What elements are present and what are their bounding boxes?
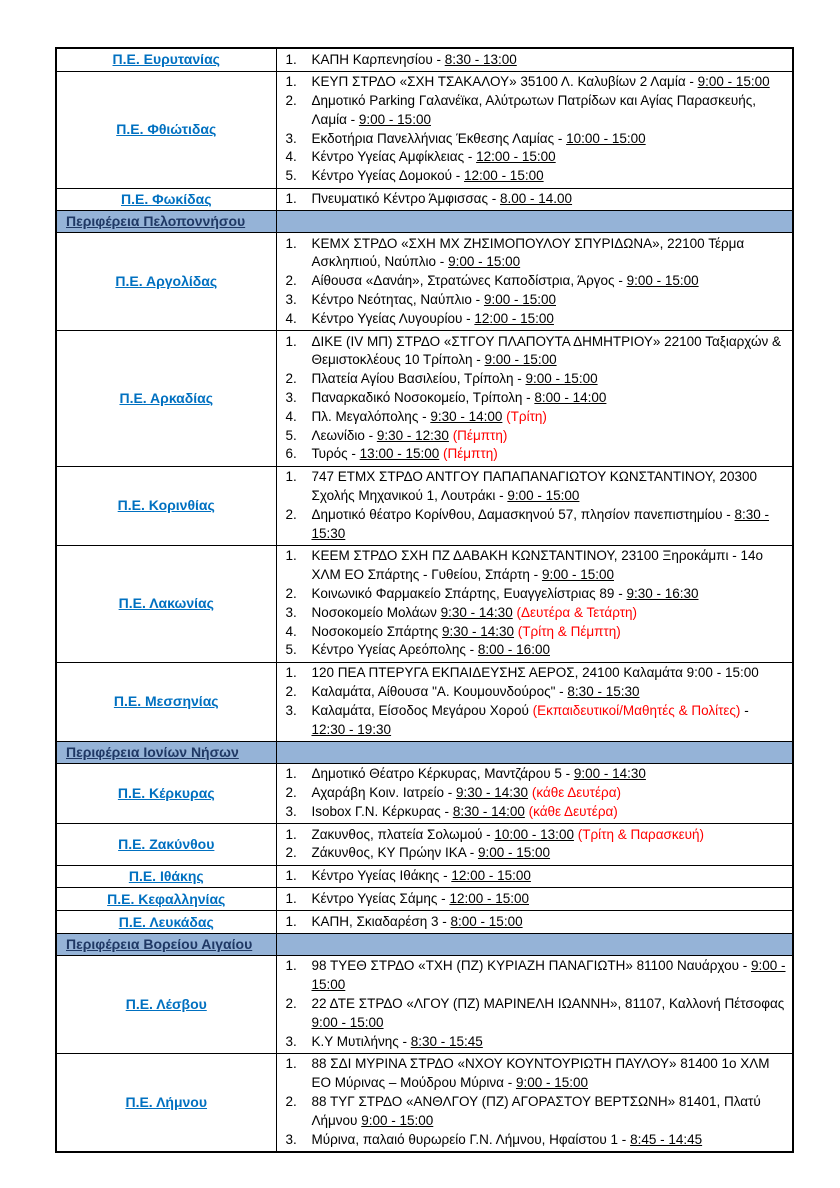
item-text [312,468,787,506]
location-text: Δημοτικό θέατρο Κορίνθου, Δαμασκηνού 57, πλησίον πανεπιστημίου - [311,506,735,522]
location-item [277,190,787,209]
item-text [312,51,787,70]
locations-cell [276,545,793,662]
region-name-link: Π.Ε. Λέσβου [125,995,207,1012]
item-number: 4. [285,408,297,424]
location-item [277,291,787,310]
region-name-link: Π.Ε. Κέρκυρας [117,784,215,801]
item-number: 3. [285,803,297,819]
item-number: 2. [285,845,297,861]
time-value: 9:00 - 15:00 [448,254,521,270]
item-text [312,1055,787,1093]
item-text [312,389,787,408]
item-number: 1. [285,890,297,906]
item-number: 1. [285,333,297,349]
region-name-cell [56,824,276,866]
location-item [277,445,787,464]
time-value: 9:00 - 14:30 [573,766,646,782]
item-text [312,623,787,642]
day-note: (Πέμπτη) [443,446,498,462]
time-value: 12:30 - 19:30 [311,721,392,737]
section-header-spacer [276,934,793,956]
region-row [56,466,793,545]
location-text: Μύρινα, παλαιό θυρωρείο Γ.Ν. Λήμνου, Ηφαίστου 1 - [311,1131,631,1147]
region-name-cell [56,1053,276,1151]
item-text [312,427,787,446]
time-value: 9:00 - 15:00 [515,1075,589,1091]
item-number: 1. [285,74,297,90]
location-text: Καλαμάτα, Είσοδος Μεγάρου Χορού [311,702,533,718]
location-text: Νοσοκομείο Μολάων [311,604,441,620]
locations-cell [276,911,793,934]
region-name-cell [56,188,276,211]
item-text [312,844,787,863]
locations-cell [276,824,793,866]
item-number: 1. [285,766,297,782]
locations-cell [276,188,793,211]
location-text: Λεωνίδιο - [311,427,377,443]
location-item [277,333,787,371]
location-item [277,468,787,506]
location-text: - [740,702,749,718]
region-name-cell [56,865,276,888]
item-number: 1. [285,1056,297,1072]
time-value: 9:00 - 15:00 [483,292,556,308]
location-item [277,51,787,70]
item-text [312,890,787,909]
item-number: 5. [285,642,297,658]
item-text [312,408,787,427]
location-text: Πλατεία Αγίου Βασιλείου, Τρίπολη - [311,371,526,387]
region-name-cell [56,545,276,662]
location-item [277,1055,787,1093]
region-row [56,911,793,934]
region-name-link: Π.Ε. Ζακύνθου [118,835,215,852]
time-value: 8:30 - 14:00 [452,803,525,819]
day-note: (Τρίτη & Παρασκευή) [577,826,705,842]
location-text: 98 ΤΥΕΘ ΣΤΡΔΟ «ΤΧΗ (ΠΖ) ΚΥΡΙΑΖΗ ΠΑΝΑΓΙΩΤΗ» 81100 Ναυάρχου - [311,958,751,974]
location-item [277,547,787,585]
location-text: Εκδοτήρια Πανελλήνιας Έκθεσης Λαμίας - [311,130,567,146]
location-text: ΚΕΕΜ ΣΤΡΔΟ ΣΧΗ ΠΖ ΔΑΒΑΚΗ ΚΩΝΣΤΑΝΤΙΝΟΥ, 23100 Ξηροκάμπι - 14ο ΧΛΜ ΕΟ Σπάρτης - Γυθείου, Σπάρτη - [311,548,764,583]
locations-cell [276,888,793,911]
time-value: 9:00 - 15:00 [361,1112,434,1128]
region-row [56,331,793,467]
locations-cell [276,763,793,823]
item-number: 3. [285,604,297,620]
location-item [277,913,787,932]
location-text: Πνευματικό Κέντρο Άμφισσας - [311,191,500,207]
time-value: 8:30 - 15:45 [410,1033,483,1049]
time-value: 12:00 - 15:00 [474,310,554,326]
region-row [56,545,793,662]
location-item [277,957,787,995]
location-text: Αχαράβη Κοιν. Ιατρείο - [311,784,456,800]
location-item [277,92,787,130]
region-name-link: Π.Ε. Μεσσηνίας [113,693,219,710]
time-value: 8:00 - 14:00 [534,390,607,406]
time-value: 8.00 - 14.00 [499,191,573,207]
region-name-cell [56,955,276,1053]
day-note: (Εκπαιδευτικοί/Μαθητές & Πολίτες) [532,702,741,718]
time-value: 9:30 - 16:30 [626,586,699,602]
region-name-cell [56,662,276,741]
region-row [56,763,793,823]
item-text [312,547,787,585]
section-header-spacer [276,741,793,763]
item-text [312,867,787,886]
item-text [312,73,787,92]
item-text [312,148,787,167]
day-note: (Δευτέρα & Τετάρτη) [516,604,638,620]
item-text [312,664,787,683]
location-text: Πλ. Μεγαλόπολης - [311,408,431,424]
locations-cell [276,865,793,888]
item-text [312,506,787,544]
item-number: 2. [285,93,297,109]
location-text: 88 ΤΥΓ ΣΤΡΔΟ «ΑΝΘΛΓΟΥ (ΠΖ) ΑΓΟΡΑΣΤΟΥ ΒΕΡΤΣΩΝΗ» 81401, Πλατύ Λήμνου [311,1093,761,1128]
item-text [312,641,787,660]
locations-cell [276,466,793,545]
item-text [312,995,787,1033]
location-text: 22 ΔΤΕ ΣΤΡΔΟ «ΛΓΟΥ (ΠΖ) ΜΑΡΙΝΕΛΗ ΙΩΑΝΝΗ», 81107, Καλλονή Πέτσοφας [311,995,785,1011]
region-name-cell [56,48,276,71]
location-text: Παναρκαδικό Νοσοκομείο, Τρίπολη - [311,390,535,406]
item-number: 2. [285,1093,297,1109]
item-number: 4. [285,310,297,326]
location-text: Κοινωνικό Φαρμακείο Σπάρτης, Ευαγγελίστριας 89 - [311,586,627,602]
location-item [277,995,787,1033]
time-value: 9:00 - 15:00 [626,273,699,289]
region-row [56,955,793,1053]
location-item [277,389,787,408]
location-item [277,765,787,784]
region-name-link: Π.Ε. Ιθάκης [128,868,204,885]
region-name-link: Π.Ε. Λακωνίας [118,595,214,612]
location-text: Κέντρο Υγείας Δομοκού - [311,168,465,184]
location-text: Κέντρο Υγείας Ιθάκης - [311,868,452,884]
region-row [56,888,793,911]
region-row [56,71,793,188]
location-item [277,272,787,291]
location-text: Ζακυνθος, πλατεία Σολωμού - [311,826,495,842]
time-value: 9:00 - 15:00 [358,111,431,127]
time-value: 12:00 - 15:00 [451,868,531,884]
location-text: ΚΑΠΗ, Σκιαδαρέση 3 - [311,913,451,929]
region-name-link: Π.Ε. Κορινθίας [117,497,215,514]
time-value: 9:00 - 15:00 [697,74,770,90]
item-number: 2. [285,273,297,289]
item-text [312,913,787,932]
location-text: Κέντρο Υγείας Αρεόπολης - [311,642,478,658]
item-text [312,235,787,273]
location-text: ΔΙΚΕ (ΙV ΜΠ) ΣΤΡΔΟ «ΣΤΓΟΥ ΠΛΑΠΟΥΤΑ ΔΗΜΗΤΡΙΟΥ» 22100 Ταξιαρχών & Θεμιστοκλέους 10 Τρίπολη - [311,333,782,368]
item-text [312,826,787,845]
locations-cell [276,955,793,1053]
location-text: Κέντρο Υγείας Λυγουρίου - [311,310,475,326]
location-item [277,235,787,273]
time-value: 9:00 - 15:00 [311,1014,384,1030]
location-item [277,803,787,822]
location-item [277,370,787,389]
location-item [277,826,787,845]
region-name-link: Π.Ε. Λήμνου [125,1093,208,1110]
location-text: Δημοτικό Θέατρο Κέρκυρας, Μαντζάρου 5 - [311,766,574,782]
day-note: (κάθε Δευτέρα) [528,803,618,819]
item-number: 1. [285,665,297,681]
location-item [277,310,787,329]
item-text [312,370,787,389]
item-text [312,702,787,740]
location-item [277,167,787,186]
item-number: 3. [285,292,297,308]
item-text [312,1131,787,1150]
region-name-cell [56,233,276,331]
time-value: 13:00 - 15:00 [359,446,440,462]
time-value: 9:30 - 14:30 [440,604,513,620]
day-note: (κάθε Δευτέρα) [531,784,621,800]
region-row [56,865,793,888]
item-number: 5. [285,168,297,184]
region-name-link: Π.Ε. Ευρυτανίας [112,51,220,68]
region-name-cell [56,763,276,823]
locations-cell [276,662,793,741]
time-value: 9:30 - 14:30 [441,623,515,639]
item-text [312,167,787,186]
location-text: ΚΕΜΧ ΣΤΡΔΟ «ΣΧΗ ΜΧ ΖΗΣΙΜΟΠΟΥΛΟΥ ΣΠΥΡΙΔΩΝΑ», 22100 Τέρμα Ασκληπιού, Ναύπλιο - [311,235,745,270]
location-item [277,867,787,886]
item-text [312,272,787,291]
day-note: (Πέμπτη) [452,427,508,443]
locations-cell [276,1053,793,1151]
region-row [56,1053,793,1151]
location-item [277,784,787,803]
item-number: 1. [285,191,297,207]
item-number: 4. [285,149,297,165]
schedule-table [55,47,794,1153]
item-text [312,92,787,130]
location-text: Isobox Γ.Ν. Κέρκυρας - [311,803,453,819]
item-number: 4. [285,623,297,639]
time-value: 9:00 - 15:00 [541,567,614,583]
location-item [277,890,787,909]
section-header-row [56,934,793,956]
location-text: Κέντρο Υγείας Αμφίκλειας - [311,149,477,165]
region-row [56,48,793,71]
item-number: 3. [285,130,297,146]
item-number: 6. [285,446,297,462]
locations-cell [276,48,793,71]
region-name-cell [56,911,276,934]
item-number: 3. [285,702,297,718]
section-header-row [56,211,793,233]
location-text: Νοσοκομείο Σπάρτης [311,623,442,639]
item-number: 1. [285,958,297,974]
location-text: Καλαμάτα, Αίθουσα "Α. Κουμουνδούρος" - [311,684,568,699]
region-name-cell [56,71,276,188]
item-number: 1. [285,826,297,842]
time-value: 9:00 - 15:00 [525,371,598,387]
region-row [56,188,793,211]
item-text [312,765,787,784]
location-text: Ζάκυνθος, ΚΥ Πρώην ΙΚΑ - [311,845,478,861]
item-text [312,291,787,310]
time-value: 9:00 - 15:00 [311,958,786,993]
location-text: Τυρός - [311,446,360,462]
location-text: Δημοτικό Parking Γαλανέϊκα, Αλύτρωτων Πατρίδων και Αγίας Παρασκευής, Λαμία - [311,93,757,127]
region-name-link: Π.Ε. Φθιώτιδας [116,121,217,138]
item-number: 3. [285,1033,297,1049]
location-text: Αίθουσα «Δανάη», Στρατώνες Καποδίστρια, Άργος - [311,273,627,289]
location-item [277,73,787,92]
location-item [277,427,787,446]
item-number: 3. [285,390,297,406]
location-text: Κ.Υ Μυτιλήνης - [311,1033,411,1049]
location-item [277,1093,787,1131]
section-header-row [56,741,793,763]
item-number: 5. [285,427,297,443]
locations-cell [276,71,793,188]
region-name-link: Π.Ε. Αρκαδίας [119,389,214,406]
location-text: 120 ΠΕΑ ΠΤΕΡΥΓΑ ΕΚΠΑΙΔΕΥΣΗΣ ΑΕΡΟΣ, 24100 Καλαμάτα 9:00 - 15:00 [311,665,759,681]
item-number: 3. [285,1131,297,1147]
location-item [277,664,787,683]
region-row [56,662,793,741]
time-value: 9:00 - 15:00 [484,352,557,368]
section-header-title: Περιφέρεια Πελοποννήσου [56,211,276,233]
time-value: 9:00 - 15:00 [507,488,580,504]
location-text: 747 ΕΤΜΧ ΣΤΡΔΟ ΑΝΤΓΟΥ ΠΑΠΑΠΑΝΑΓΙΩΤΟΥ ΚΩΝΣΤΑΝΤΙΝΟΥ, 20300 Σχολής Μηχανικού 1, Λουτράκι - [311,469,758,504]
location-item [277,641,787,660]
item-number: 1. [285,235,297,251]
time-value: 8:00 - 16:00 [477,642,550,658]
location-item [277,1131,787,1150]
time-value: 10:00 - 15:00 [566,130,646,146]
location-item [277,130,787,149]
item-text [312,1033,787,1052]
item-text [312,445,787,464]
time-value: 12:00 - 15:00 [449,890,530,906]
item-text [312,1093,787,1131]
region-name-cell [56,331,276,467]
location-item [277,408,787,427]
time-value: 8:45 - 14:45 [630,1131,703,1147]
time-value: 8:30 - 13:00 [444,51,517,67]
time-value: 8:30 - 15:30 [567,684,640,699]
location-text: Κέντρο Υγείας Σάμης - [311,890,450,906]
region-name-cell [56,466,276,545]
item-text [312,784,787,803]
location-item [277,506,787,544]
item-number: 2. [285,506,297,522]
location-item [277,585,787,604]
day-note: (Τρίτη) [506,408,547,424]
locations-cell [276,331,793,467]
item-text [312,604,787,623]
item-text [312,585,787,604]
item-number: 2. [285,371,297,387]
time-value: 10:00 - 13:00 [494,826,574,842]
time-value: 9:30 - 14:00 [430,408,503,424]
time-value: 8:30 - 15:30 [311,506,770,541]
item-number: 2. [285,995,297,1011]
location-item [277,683,787,702]
item-text [312,130,787,149]
item-text [312,683,787,702]
item-text [312,957,787,995]
item-number: 1. [285,868,297,884]
region-name-link: Π.Ε. Φωκίδας [120,190,212,207]
region-row [56,824,793,866]
time-value: 9:30 - 14:30 [456,784,529,800]
location-item [277,604,787,623]
section-header-title: Περιφέρεια Ιονίων Νήσων [56,741,276,763]
item-text [312,803,787,822]
location-text: Κέντρο Νεότητας, Ναύπλιο - [311,292,484,308]
location-text: ΚΑΠΗ Καρπενησίου - [311,51,445,67]
time-value: 9:30 - 12:30 [376,427,449,443]
item-number: 2. [285,586,297,602]
region-name-link: Π.Ε. Λευκάδας [118,913,214,930]
location-text: ΚΕΥΠ ΣΤΡΔΟ «ΣΧΗ ΤΣΑΚΑΛΟΥ» 35100 Λ. Καλυβίων 2 Λαμία - [311,74,698,90]
item-text [312,310,787,329]
item-number: 1. [285,469,297,485]
item-number: 2. [285,684,297,699]
item-text [312,190,787,209]
location-item [277,844,787,863]
region-name-link: Π.Ε. Κεφαλληνίας [107,890,226,907]
item-number: 1. [285,51,297,67]
time-value: 8:00 - 15:00 [450,913,523,929]
location-item [277,702,787,740]
item-number: 1. [285,913,297,929]
item-number: 2. [285,784,297,800]
time-value: 12:00 - 15:00 [476,149,556,165]
day-note: (Τρίτη & Πέμπτη) [517,623,621,639]
item-number: 1. [285,548,297,564]
locations-cell [276,233,793,331]
region-name-cell [56,888,276,911]
item-text [312,333,787,371]
section-header-spacer [276,211,793,233]
region-name-link: Π.Ε. Αργολίδας [115,273,218,290]
location-text: 88 ΣΔΙ ΜΥΡΙΝΑ ΣΤΡΔΟ «ΝΧΟΥ ΚΟΥΝΤΟΥΡΙΩΤΗ ΠΑΥΛΟΥ» 81400 1ο ΧΛΜ ΕΟ Μύρινας – Μούδρου Μύρινα - [311,1056,770,1091]
time-value: 12:00 - 15:00 [464,168,544,184]
time-value: 9:00 - 15:00 [477,845,551,861]
location-item [277,623,787,642]
region-row [56,233,793,331]
section-header-title: Περιφέρεια Βορείου Αιγαίου [56,934,276,956]
location-item [277,1033,787,1052]
location-item [277,148,787,167]
